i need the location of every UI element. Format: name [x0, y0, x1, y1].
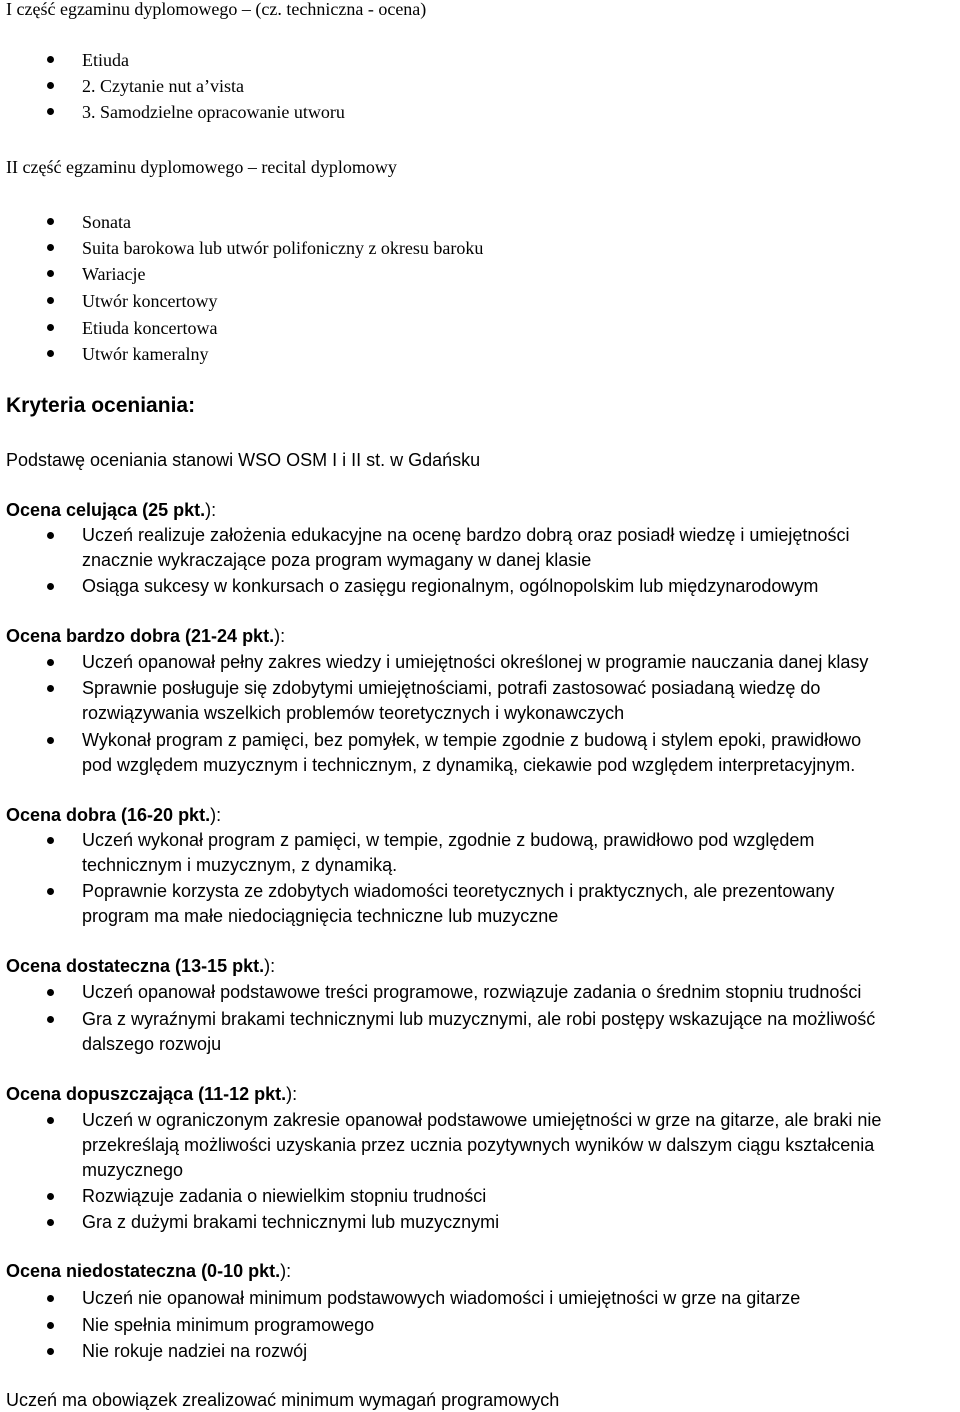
- bullet: [47, 1193, 54, 1200]
- bullet: [47, 1322, 54, 1329]
- list-item: Poprawnie korzysta ze zdobytych wiadomości teoretycznych i praktycznych, ale prezentowany: [82, 881, 835, 901]
- list-item: Rozwiązuje zadania o niewielkim stopniu trudności: [82, 1186, 487, 1206]
- list-item-continuation: znacznie wykraczające poza program wymagany w danej klasie: [82, 550, 592, 570]
- bullet: [47, 1295, 54, 1302]
- list-item: 2. Czytanie nut a’vista: [82, 76, 244, 96]
- list-item: Utwór kameralny: [82, 344, 209, 364]
- grade-label: Ocena bardzo dobra (21-24 pkt.: [6, 626, 275, 646]
- bullet: [47, 1219, 54, 1226]
- list-item-continuation: rozwiązywania wszelkich problemów teoretycznych i wykonawczych: [82, 703, 625, 723]
- grade-label: Ocena celująca (25 pkt.: [6, 500, 206, 520]
- list-item: Sprawnie posługuje się zdobytymi umiejętnościami, potrafi zastosować posiadaną wiedzę do: [82, 678, 821, 698]
- list-item: Etiuda koncertowa: [82, 318, 218, 338]
- list-item: Etiuda: [82, 50, 129, 70]
- list-item: Uczeń wykonał program z pamięci, w tempie, zgodnie z budową, prawidłowo pod względem: [82, 830, 815, 850]
- grade-heading-dobra: [6, 803, 221, 827]
- grade-suffix: ):: [210, 805, 222, 825]
- list-item: Gra z dużymi brakami technicznymi lub muzycznymi: [82, 1212, 500, 1232]
- part1-heading: I część egzaminu dyplomowego – (cz. techniczna - ocena): [6, 0, 427, 19]
- list-item: Sonata: [82, 212, 131, 232]
- bullet: [47, 888, 54, 895]
- bullet: [47, 532, 54, 539]
- list-item: Uczeń w ograniczonym zakresie opanował podstawowe umiejętności w grze na gitarze, ale braki nie: [82, 1110, 882, 1130]
- footer-note: Uczeń ma obowiązek zrealizować minimum wymagań programowych: [6, 1390, 560, 1410]
- grade-heading-dopuszczajaca: [6, 1082, 297, 1106]
- grade-suffix: ):: [280, 1261, 292, 1281]
- list-item: Wykonał program z pamięci, bez pomyłek, w tempie zgodnie z budową i stylem epoki, prawidłowo: [82, 730, 862, 750]
- list-item: Uczeń opanował pełny zakres wiedzy i umiejętności określonej w programie nauczania danej klasy: [82, 652, 869, 672]
- bullet: [47, 1117, 54, 1124]
- grade-heading-celujaca: [6, 498, 216, 522]
- list-item-continuation: dalszego rozwoju: [82, 1034, 222, 1054]
- bullet: [47, 350, 54, 357]
- list-item: Utwór koncertowy: [82, 291, 218, 311]
- criteria-basis: Podstawę oceniania stanowi WSO OSM I i II st. w Gdańsku: [6, 450, 481, 470]
- list-item-continuation: muzycznego: [82, 1160, 184, 1180]
- list-item: Nie rokuje nadziei na rozwój: [82, 1341, 308, 1361]
- list-item: Wariacje: [82, 264, 146, 284]
- list-item: Uczeń realizuje założenia edukacyjne na ocenę bardzo dobrą oraz posiadł wiedzę i umiejętności: [82, 525, 850, 545]
- grade-label: Ocena dostateczna (13-15 pkt.: [6, 956, 265, 976]
- criteria-heading: Kryteria oceniania:: [6, 394, 196, 417]
- list-item: Osiąga sukcesy w konkursach o zasięgu regionalnym, ogólnopolskim lub międzynarodowym: [82, 576, 819, 596]
- grade-label: Ocena dopuszczająca (11-12 pkt.: [6, 1084, 287, 1104]
- bullet: [47, 1016, 54, 1023]
- bullet: [47, 244, 54, 251]
- grade-suffix: ):: [205, 500, 217, 520]
- bullet: [47, 1348, 54, 1355]
- bullet: [47, 218, 54, 225]
- bullet: [47, 324, 54, 331]
- bullet: [47, 989, 54, 996]
- grade-label: Ocena dobra (16-20 pkt.: [6, 805, 211, 825]
- bullet: [47, 297, 54, 304]
- list-item: Suita barokowa lub utwór polifoniczny z okresu baroku: [82, 238, 484, 258]
- list-item: Gra z wyraźnymi brakami technicznymi lub muzycznymi, ale robi postępy wskazujące na możliwość: [82, 1009, 876, 1029]
- list-item-continuation: przekreślają możliwości uzyskania przez ucznia pozytywnych wyników w dalszym ciągu kształcenia: [82, 1135, 875, 1155]
- list-item: 3. Samodzielne opracowanie utworu: [82, 102, 345, 122]
- bullet: [47, 837, 54, 844]
- bullet: [47, 82, 54, 89]
- list-item-continuation: pod względem muzycznym i technicznym, z dynamiką, ciekawie pod względem interpretacyjnym.: [82, 755, 856, 775]
- grade-label: Ocena niedostateczna (0-10 pkt.: [6, 1261, 281, 1281]
- grade-heading-bardzo-dobra: [6, 624, 285, 648]
- grade-suffix: ):: [264, 956, 276, 976]
- list-item: Nie spełnia minimum programowego: [82, 1315, 375, 1335]
- list-item-continuation: technicznym i muzycznym, z dynamiką.: [82, 855, 398, 875]
- bullet: [47, 659, 54, 666]
- list-item: Uczeń nie opanował minimum podstawowych wiadomości i umiejętności w grze na gitarze: [82, 1288, 801, 1308]
- grade-heading-dostateczna: [6, 954, 275, 978]
- bullet: [47, 583, 54, 590]
- bullet: [47, 108, 54, 115]
- grade-suffix: ):: [274, 626, 286, 646]
- bullet: [47, 56, 54, 63]
- grade-heading-niedostateczna: [6, 1259, 291, 1283]
- part2-heading: II część egzaminu dyplomowego – recital dyplomowy: [6, 157, 397, 177]
- list-item-continuation: program ma małe niedociągnięcia techniczne lub muzyczne: [82, 906, 559, 926]
- bullet: [47, 685, 54, 692]
- grade-suffix: ):: [286, 1084, 298, 1104]
- list-item: Uczeń opanował podstawowe treści programowe, rozwiązuje zadania o średnim stopniu trudności: [82, 982, 862, 1002]
- bullet: [47, 737, 54, 744]
- bullet: [47, 270, 54, 277]
